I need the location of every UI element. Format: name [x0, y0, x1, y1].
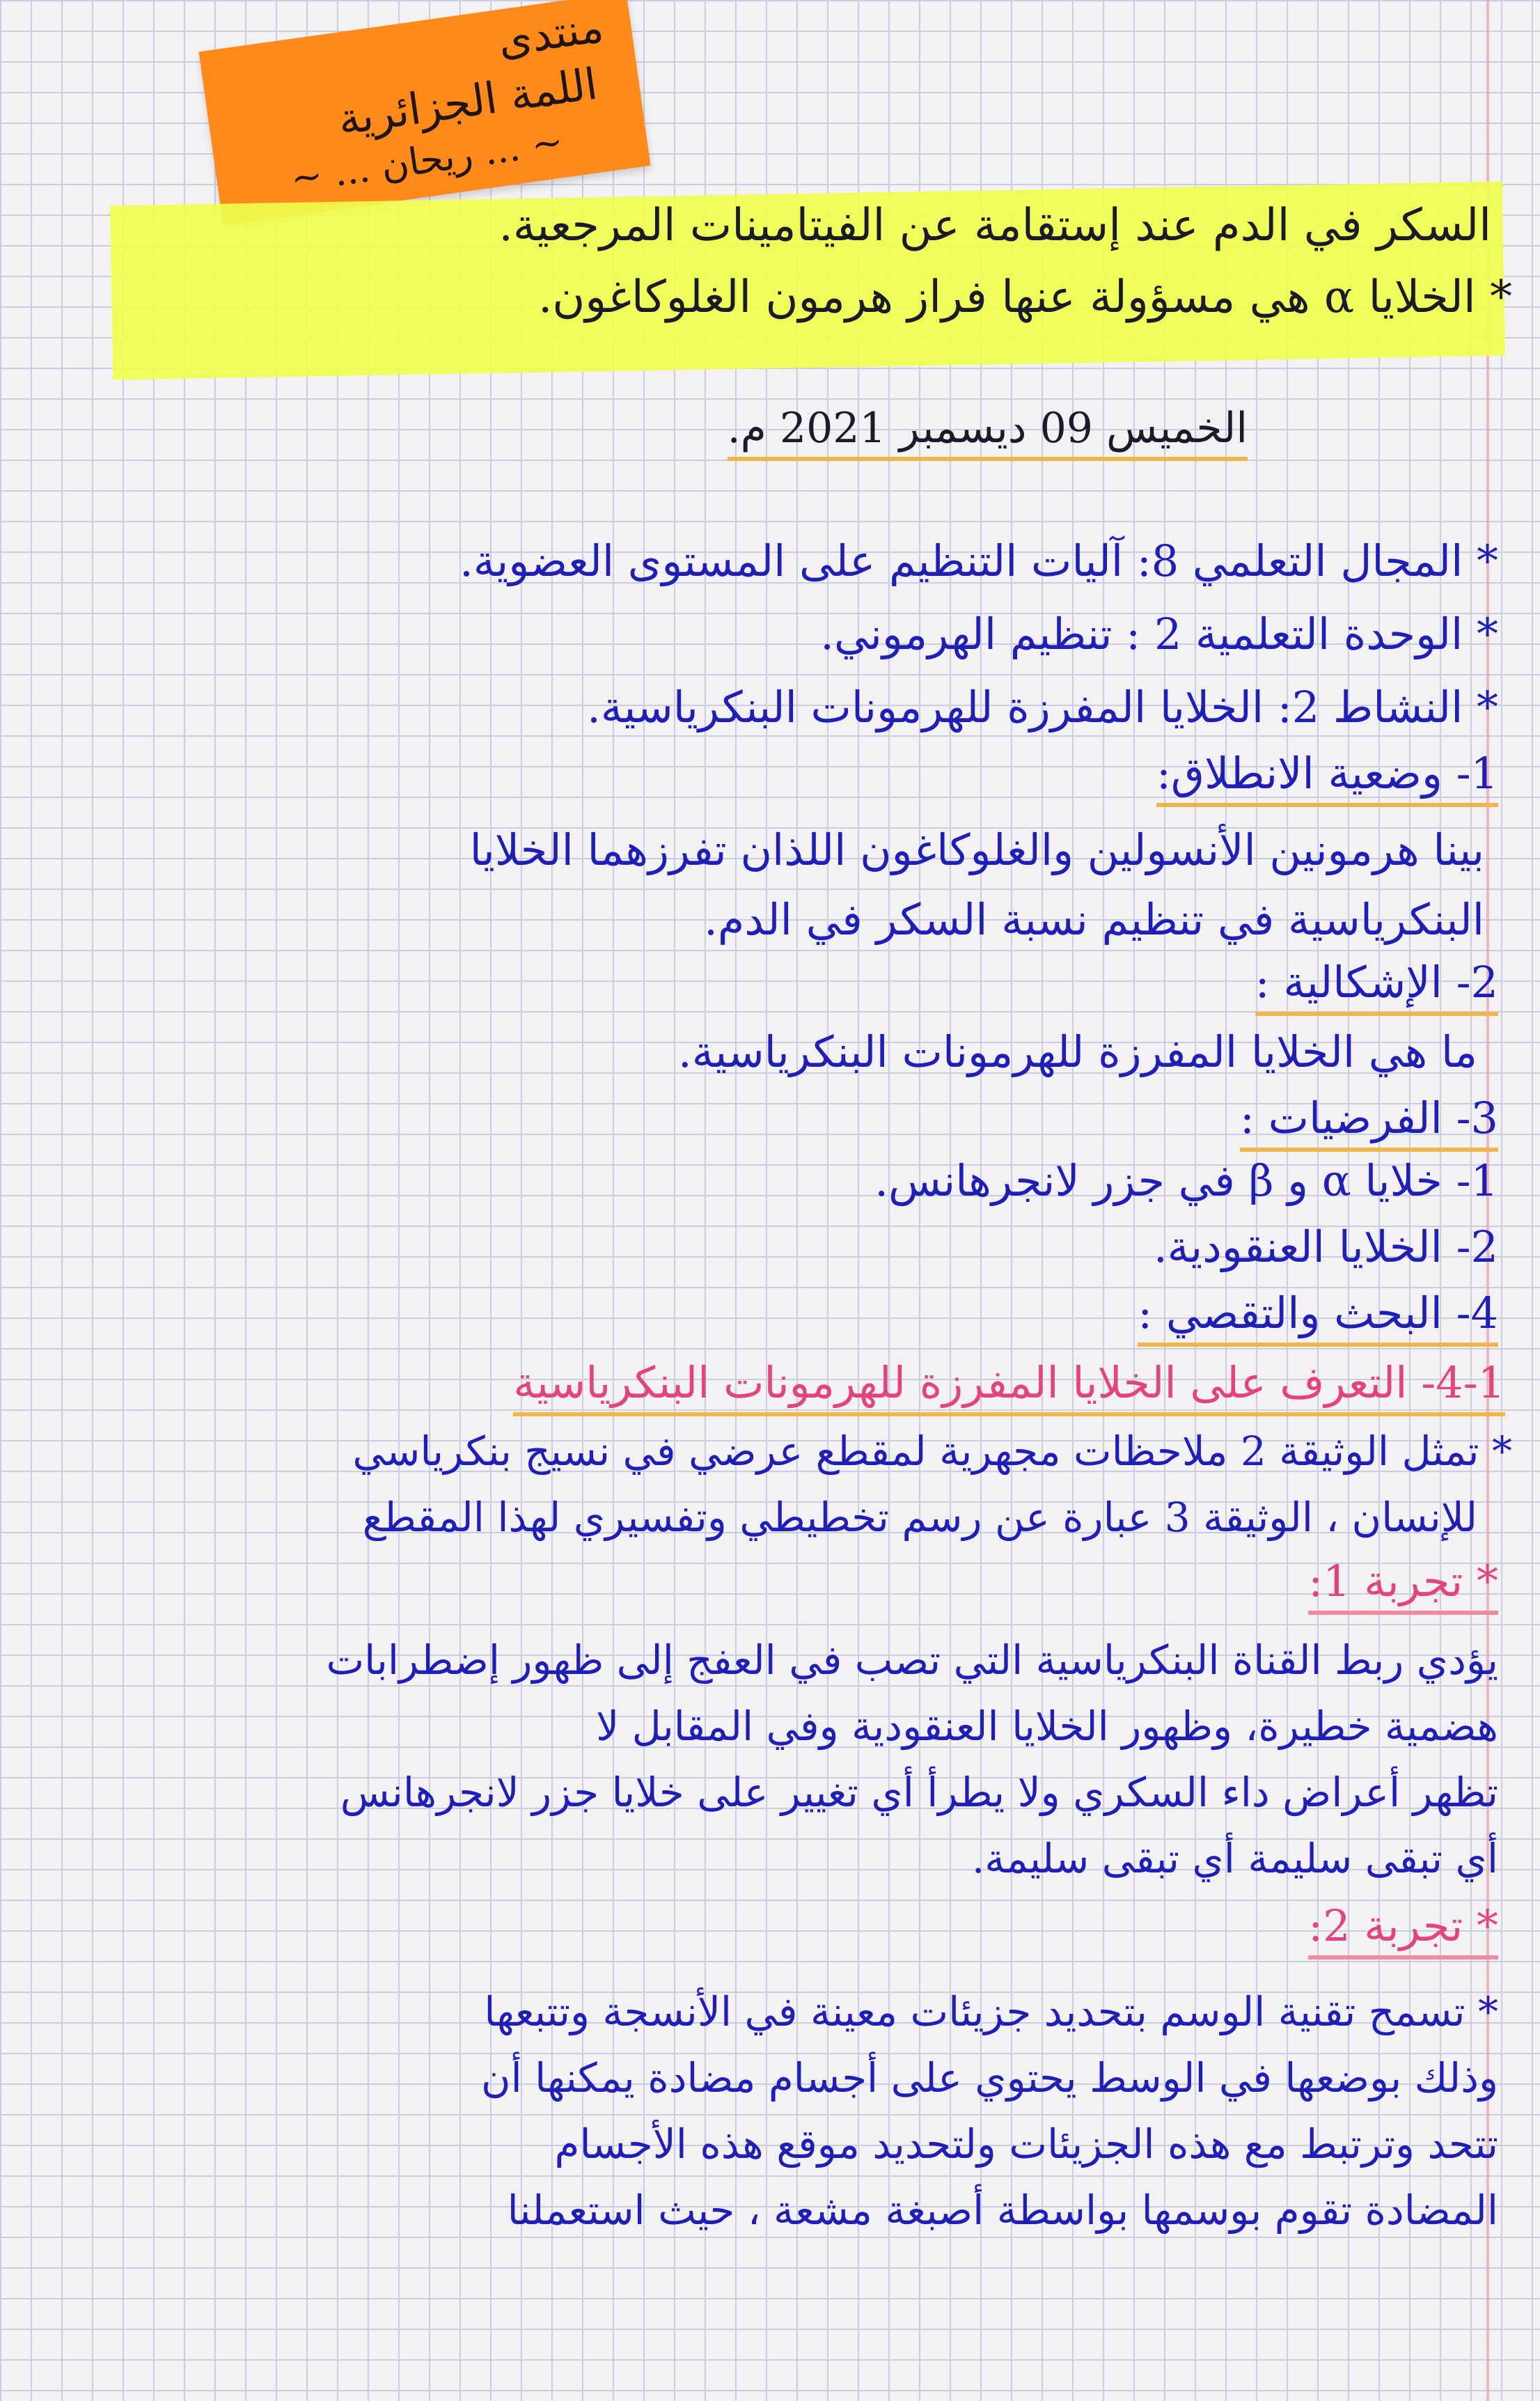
experiment-1-line-1: يؤدي ربط القناة البنكرياسية التي تصب في العفج إلى ظهور إضطرابات	[326, 1636, 1498, 1684]
unit-heading: * الوحدة التعلمية 2 : تنظيم الهرموني.	[820, 609, 1498, 659]
experiment-1-title: * تجربة 1:	[1308, 1560, 1498, 1603]
sticker-line-2: اللمة الجزائرية	[334, 58, 601, 146]
sticker-line-3: ~ ... ريحان ... ~	[288, 119, 566, 201]
section-4-1-line-2: للإنسان ، الوثيقة 3 عبارة عن رسم تخطيطي وتفسيري لهذا المقطع	[362, 1494, 1477, 1541]
experiment-2-title: * تجربة 2:	[1308, 1905, 1498, 1948]
activity-heading: * النشاط 2: الخلايا المفرزة للهرمونات البنكرياسية.	[587, 682, 1498, 733]
investigation-title: 4- البحث والتقصي :	[1138, 1292, 1498, 1335]
intro-situation-title: 1- وضعية الانطلاق:	[1156, 752, 1498, 795]
hypotheses-title: 3- الفرضيات :	[1240, 1097, 1498, 1140]
experiment-1-line-4: أي تبقى سليمة أي تبقى سليمة.	[971, 1835, 1498, 1882]
experiment-1-line-2: هضمية خطيرة، وظهور الخلايا العنقودية وفي المقابل لا	[596, 1703, 1498, 1750]
experiment-2-line-2: وذلك بوضعها في الوسط يحتوي على أجسام مضادة يمكنها أن	[481, 2054, 1498, 2102]
hypothesis-1: 1- خلايا α و β في جزر لانجرهانس.	[874, 1155, 1498, 1206]
intro-line-2: * الخلايا α هي مسؤولة عنها فراز هرمون الغلوكاغون.	[537, 272, 1512, 323]
section-4-1-title: 4-1- التعرف على الخلايا المفرزة للهرمونات البنكرياسية	[513, 1361, 1505, 1405]
lesson-date: الخميس 09 ديسمبر 2021 م.	[728, 407, 1248, 449]
problem-question: ما هي الخلايا المفرزة للهرمونات البنكرياسية.	[678, 1026, 1477, 1077]
sticker-line-1: منتدى	[494, 1, 607, 66]
intro-line-1: السكر في الدم عند إستقامة عن الفيتامينات المرجعية.	[498, 200, 1491, 251]
problem-title: 2- الإشكالية :	[1255, 961, 1498, 1004]
experiment-2-line-4: المضادة تقوم بوسمها بواسطة أصبغة مشعة ، حيث استعملنا	[507, 2187, 1498, 2234]
situation-line-2: البنكرياسية في تنظيم نسبة السكر في الدم.	[704, 894, 1484, 945]
experiment-1-line-3: تظهر أعراض داء السكري ولا يطرأ أي تغيير على خلايا جزر لانجرهانس	[340, 1769, 1498, 1816]
forum-sticker	[198, 0, 650, 226]
field-heading: * المجال التعلمي 8: آليات التنظيم على المستوى العضوية.	[459, 535, 1498, 586]
experiment-2-line-1: * تسمح تقنية الوسم بتحديد جزيئات معينة في الأنسجة وتتبعها	[484, 1988, 1498, 2035]
hypothesis-2: 2- الخلايا العنقودية.	[1153, 1221, 1498, 1272]
situation-line-1: بينا هرمونين الأنسولين والغلوكاغون اللذان تفرزهما الخلايا	[469, 824, 1484, 875]
experiment-2-line-3: تتحد وترتبط مع هذه الجزيئات ولتحديد موقع هذه الأجسام	[554, 2120, 1498, 2168]
section-4-1-line-1: * تمثل الوثيقة 2 ملاحظات مجهرية لمقطع عرضي في نسيج بنكرياسي	[352, 1428, 1512, 1475]
